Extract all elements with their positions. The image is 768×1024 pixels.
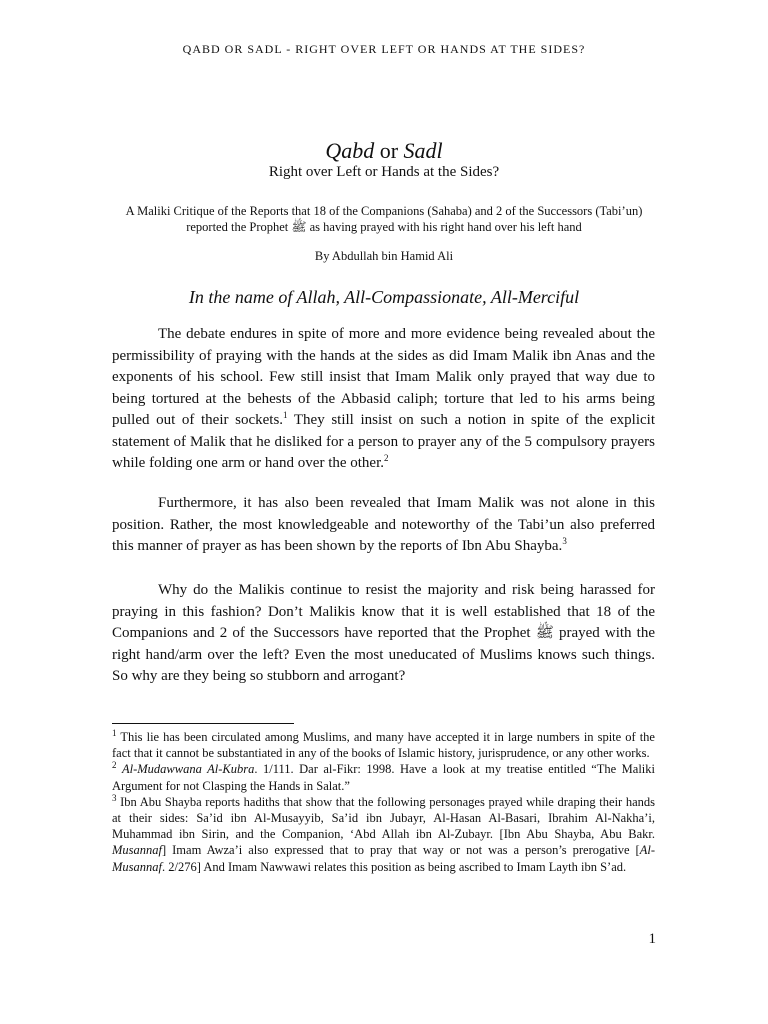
bismillah-heading: In the name of Allah, All-Compassionate, All-Merciful xyxy=(188,287,580,307)
footnote-ref-3[interactable]: 3 xyxy=(562,536,567,546)
footnote-2 xyxy=(112,761,655,793)
document-abstract: A Maliki Critique of the Reports that 18 of the Companions (Sahaba) and 2 of the Successors (Tabi’un) reported the Prophet ﷺ as having prayed with his right hand over his left hand xyxy=(125,204,643,234)
footnote-1-number: 1 xyxy=(112,727,117,738)
footnote-3-book-title-1: Musannaf xyxy=(112,843,162,858)
body-paragraph-2 xyxy=(112,493,655,558)
paragraph-1-text-a: The debate endures in spite of more and more evidence being revealed about the permissibility of praying with the hands at the sides as did Imam Malik ibn Anas and the exponents of his school. Few still insist that Imam Malik only prayed that way due to being tortured at the behests of the Abbasid caliph; torture that led to his arms being pulled out of their sockets. xyxy=(112,326,655,428)
document-title xyxy=(0,138,768,164)
author-byline: By Abdullah bin Hamid Ali xyxy=(314,249,454,263)
paragraph-1-text-b: They still insist on such a notion in spite of the explicit statement of Malik that he disliked for a person to prayer any of the 5 compulsory prayers while folding one arm or hand over the other. xyxy=(112,412,655,471)
footnote-separator xyxy=(112,723,294,724)
footnote-2-book-title: Al-Mudawwana Al-Kubra xyxy=(122,762,255,777)
footnote-3-text-a: Ibn Abu Shayba reports hadiths that show that the following personages prayed while draping their hands at their sides: Sa’id ibn Al-Musayyib, Sa’id ibn Jubayr, Al-Hasan Al-Basari, Ibrahim Al-Nakha’i, Muhammad ibn Sirin, and the Companion, ‘Abd Allah ibn Al-Zubayr. [Ibn Abu Shayba, Abu Bakr. xyxy=(112,794,655,842)
title-qabd: Qabd xyxy=(325,138,375,163)
footnote-3-text-c: . 2/276] And Imam Nawwawi relates this position as being ascribed to Imam Layth ibn S’ad. xyxy=(162,859,627,874)
footnote-3-book-title-2: Al-Musannaf xyxy=(112,843,655,874)
footnote-3 xyxy=(112,794,655,875)
footnote-ref-2[interactable]: 2 xyxy=(384,453,389,463)
footnote-2-number: 2 xyxy=(112,760,117,771)
running-header: QABD OR SADL - RIGHT OVER LEFT OR HANDS AT THE SIDES? xyxy=(182,42,586,56)
footnote-1-text: This lie has been circulated among Muslims, and many have accepted it in large numbers in spite of the fact that it cannot be substantiated in any of the books of Islamic history, jurisprudence, or any other works. xyxy=(112,730,655,761)
body-paragraph-3: Why do the Malikis continue to resist the majority and risk being harassed for praying in this fashion? Don’t Malikis know that it is well established that 18 of the Companions and 2 of the Successors have reported that the Prophet ﷺ prayed with the right hand/arm over the left? Even the most uneducated of Muslims knows such things. So why are they being so stubborn and arrogant? xyxy=(112,582,656,684)
page-number: 1 xyxy=(648,931,656,947)
footnote-1 xyxy=(112,729,655,761)
footnote-2-text: . 1/111. Dar al-Fikr: 1998. Have a look at my treatise entitled “The Maliki Argument for not Clasping the Hands in Salat.” xyxy=(112,762,655,793)
paragraph-2-text: Furthermore, it has also been revealed that Imam Malik was not alone in this position. Rather, the most knowledgeable and noteworthy of the Tabi’un also preferred this manner of prayer as has been shown by the reports of Ibn Abu Shayba. xyxy=(112,495,655,554)
footnote-3-text-b: ] Imam Awza’i also expressed that to pray that way or not was a person’s prerogative [ xyxy=(162,843,640,858)
document-subtitle: Right over Left or Hands at the Sides? xyxy=(268,164,500,180)
body-paragraph-1 xyxy=(112,324,655,475)
footnote-3-number: 3 xyxy=(112,792,117,803)
footnotes-section xyxy=(112,729,655,875)
title-connector: or xyxy=(374,138,404,163)
title-sadl: Sadl xyxy=(403,138,443,163)
footnote-ref-1[interactable]: 1 xyxy=(283,410,288,420)
